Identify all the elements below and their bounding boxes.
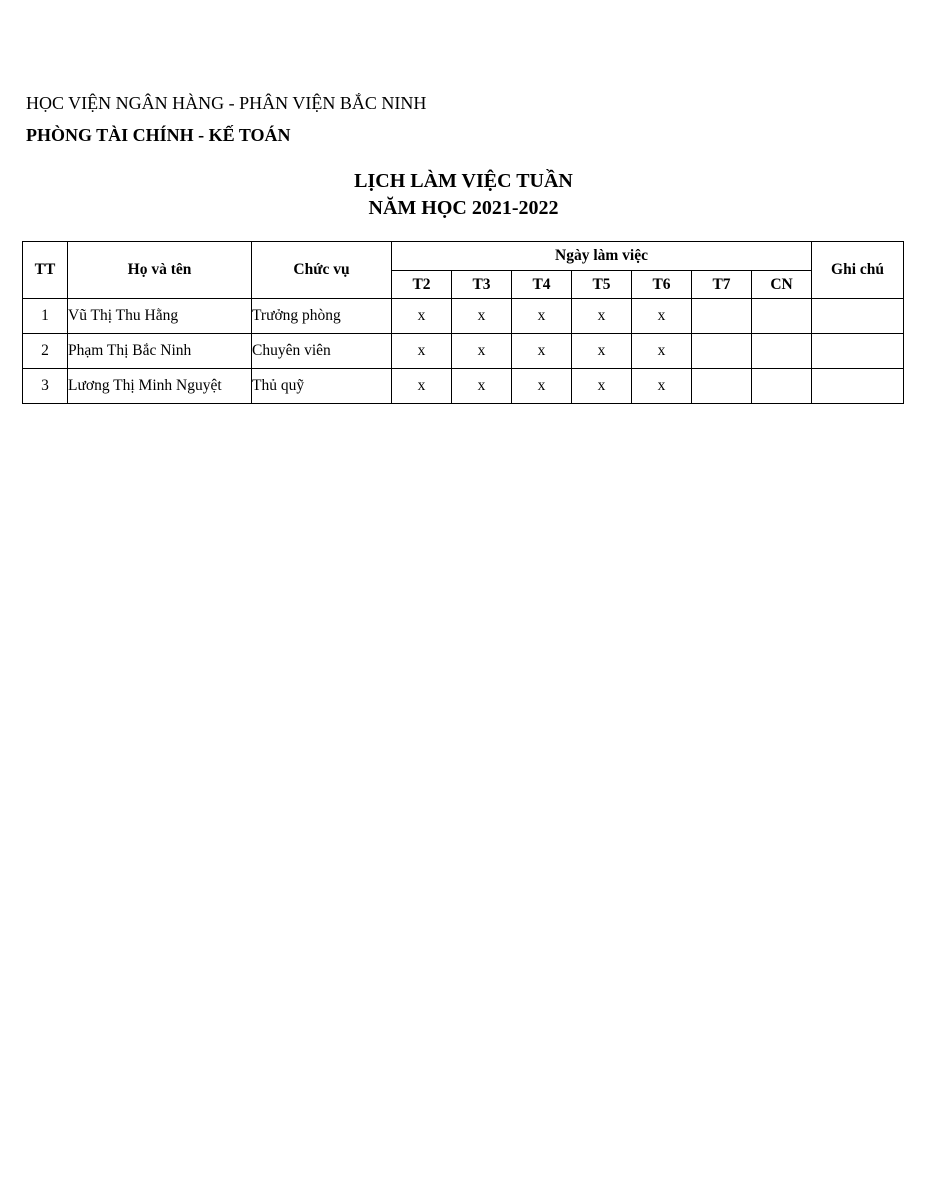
header-tt: TT: [23, 242, 68, 299]
organization-name: HỌC VIỆN NGÂN HÀNG - PHÂN VIỆN BẮC NINH: [26, 93, 427, 113]
document-subtitle: NĂM HỌC 2021-2022: [368, 197, 559, 219]
header-day: T2: [392, 271, 452, 299]
employee-role: Thủ quỹ: [252, 369, 392, 404]
note-cell: [812, 299, 904, 334]
day-mark: x: [632, 299, 692, 334]
day-mark: x: [452, 369, 512, 404]
schedule-table: [22, 241, 904, 404]
employee-name: Lương Thị Minh Nguyệt: [68, 369, 252, 404]
document-title: LỊCH LÀM VIỆC TUẦN: [354, 170, 573, 192]
table-row: [23, 369, 904, 404]
day-mark: [692, 334, 752, 369]
header-row-top: [23, 242, 904, 271]
day-mark: x: [452, 299, 512, 334]
employee-name: Phạm Thị Bắc Ninh: [68, 334, 252, 369]
row-number: 1: [23, 299, 68, 334]
header-note: Ghi chú: [812, 242, 904, 299]
day-mark: x: [512, 299, 572, 334]
employee-role: Trưởng phòng: [252, 299, 392, 334]
day-mark: x: [392, 369, 452, 404]
day-mark: x: [572, 369, 632, 404]
day-mark: x: [572, 299, 632, 334]
day-mark: x: [392, 334, 452, 369]
day-mark: x: [632, 334, 692, 369]
day-mark: x: [512, 334, 572, 369]
header-workdays: Ngày làm việc: [392, 242, 812, 271]
table-row: [23, 334, 904, 369]
row-number: 2: [23, 334, 68, 369]
day-mark: x: [512, 369, 572, 404]
note-cell: [812, 334, 904, 369]
employee-role: Chuyên viên: [252, 334, 392, 369]
day-mark: [752, 369, 812, 404]
day-mark: x: [392, 299, 452, 334]
day-mark: x: [572, 334, 632, 369]
header-day: T6: [632, 271, 692, 299]
note-cell: [812, 369, 904, 404]
header-day: T3: [452, 271, 512, 299]
header-role: Chức vụ: [252, 242, 392, 299]
header-day: T5: [572, 271, 632, 299]
department-name: PHÒNG TÀI CHÍNH - KẾ TOÁN: [26, 125, 291, 145]
day-mark: x: [632, 369, 692, 404]
header-name: Họ và tên: [68, 242, 252, 299]
row-number: 3: [23, 369, 68, 404]
day-mark: x: [452, 334, 512, 369]
header-day: T4: [512, 271, 572, 299]
employee-name: Vũ Thị Thu Hằng: [68, 299, 252, 334]
day-mark: [692, 299, 752, 334]
day-mark: [692, 369, 752, 404]
day-mark: [752, 299, 812, 334]
day-mark: [752, 334, 812, 369]
header-day: T7: [692, 271, 752, 299]
header-day: CN: [752, 271, 812, 299]
table-row: [23, 299, 904, 334]
